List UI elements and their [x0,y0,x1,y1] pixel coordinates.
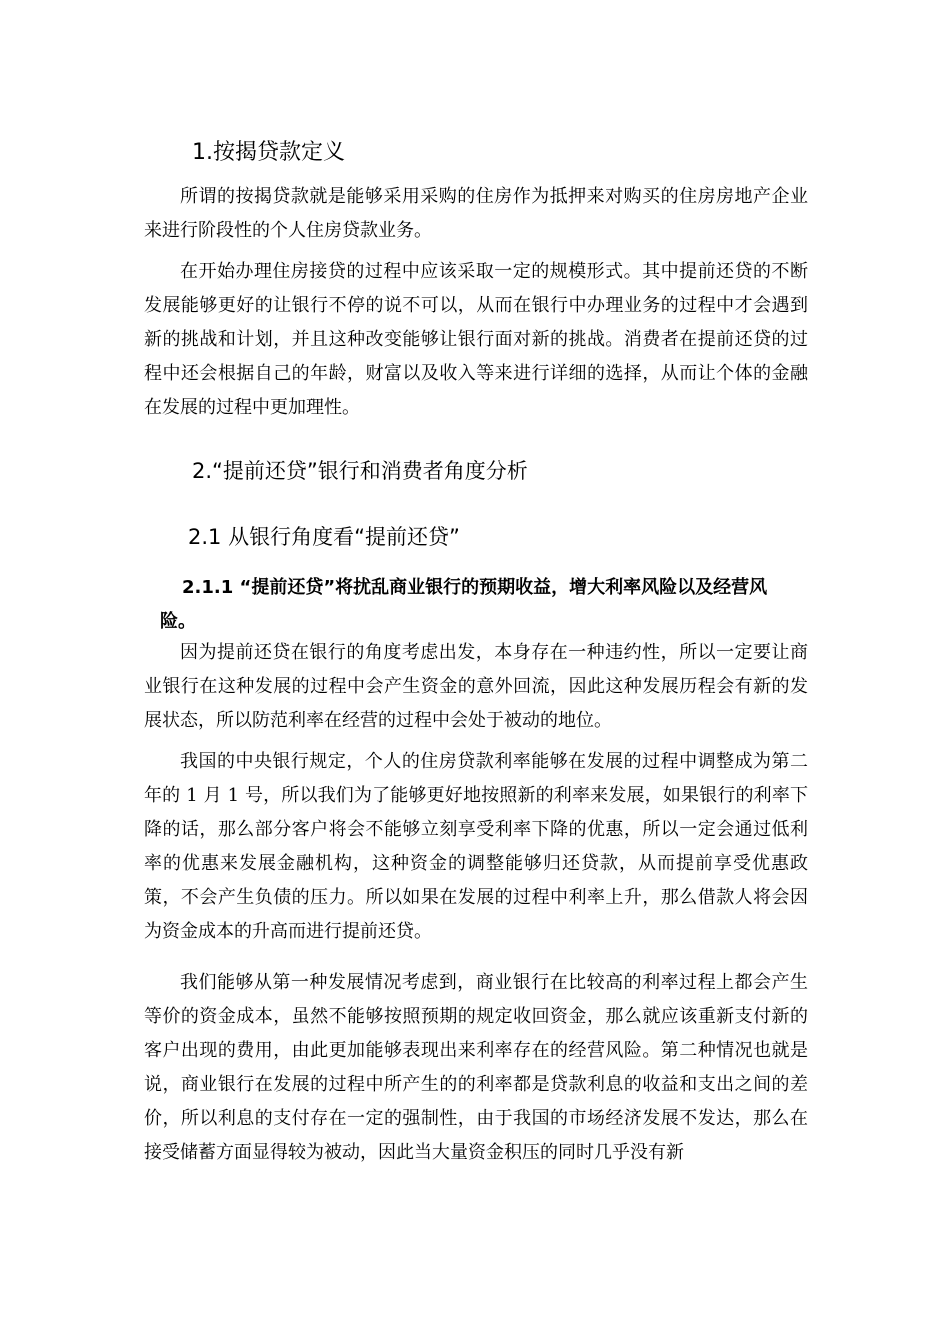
heading-bank-perspective: 2.1 从银行角度看“提前还贷” [188,525,460,549]
heading-mortgage-definition: 1.按揭贷款定义 [192,140,345,165]
paragraph-central-bank-rules: 我国的中央银行规定，个人的住房贷款利率能够在发展的过程中调整成为第二年的 1 月 1 号，所以我们为了能够更好地按照新的利率来发展，如果银行的利率下降的话，那么部分客户将会不能够立刻享受利率下降的优惠，所以一定会通过低利率的优惠来发展金融机构，这种资金的调整能够归还贷款，从而提前享受优惠政策，不会产生负债的压力。所以如果在发展的过程中利率上升，那么借款人将会因为资金成本的升高而进行提前还贷。 [144,751,808,942]
paragraph-mortgage-process: 在开始办理住房接贷的过程中应该采取一定的规模形式。其中提前还贷的不断发展能够更好的让银行不停的说不可以，从而在银行中办理业务的过程中才会遇到新的挑战和计划，并且这种改变能够让银行面对新的挑战。消费者在提前还贷的过程中还会根据自己的年龄，财富以及收入等来进行详细的选择，从而让个体的金融在发展的过程中更加理性。 [144,261,808,418]
heading-prepayment-analysis: 2.“提前还贷”银行和消费者角度分析 [192,459,528,483]
paragraph-breach-of-contract: 因为提前还贷在银行的角度考虑出发，本身存在一种违约性，所以一定要让商业银行在这种发展的过程中会产生资金的意外回流，因此这种发展历程会有新的发展状态，所以防范利率在经营的过程中会处于被动的地位。 [144,642,808,731]
heading-prepayment-risk: 2.1.1 “提前还贷”将扰乱商业银行的预期收益，增大利率风险以及经营风险。 [160,577,768,632]
paragraph-operating-risk: 我们能够从第一种发展情况考虑到，商业银行在比较高的利率过程上都会产生等价的资金成本，虽然不能够按照预期的规定收回资金，那么就应该重新支付新的客户出现的费用，由此更加能够表现出来利率存在的经营风险。第二种情况也就是说，商业银行在发展的过程中所产生的的利率都是贷款利息的收益和支出之间的差价，所以利息的支付存在一定的强制性，由于我国的市场经济发展不发达，那么在接受储蓄方面显得较为被动，因此当大量资金积压的同时几乎没有新 [144,972,808,1163]
paragraph-mortgage-definition: 所谓的按揭贷款就是能够采用采购的住房作为抵押来对购买的住房房地产企业来进行阶段性的个人住房贷款业务。 [144,186,808,241]
